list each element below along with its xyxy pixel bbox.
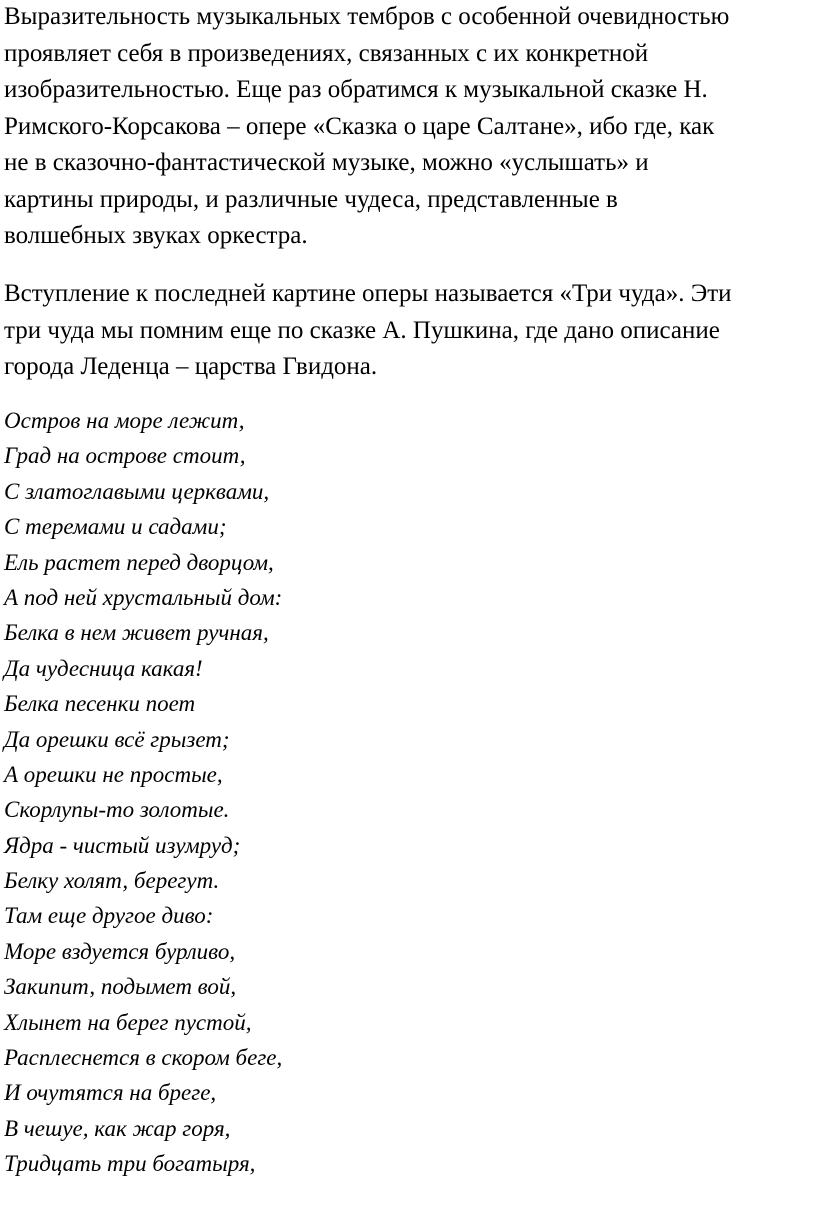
poem-line: В чешуе, как жар горя, — [4, 1115, 231, 1141]
poem-line: Закипит, подымет вой, — [4, 974, 237, 1000]
poem-line: А под ней хрустальный дом: — [4, 584, 283, 610]
intro-paragraph: Выразительность музыкальных тембров с особенной очевидностью проявляет себя в произведениях, связанных с их конкретной изобразительностью. Еще раз обратимся к музыкальной сказке Н. Римского-Корсакова – опере «Сказка о царе Салтане», ибо где, как не в сказочно-фантастической музыке, можно «услышать» и картины природы, и различные чудеса, представленные в волшебных звуках оркестра. — [4, 3, 730, 249]
poem-line: Град на острове стоит, — [4, 443, 246, 469]
poem-line: Хлынет на берег пустой, — [4, 1009, 252, 1035]
poem-line: А орешки не простые, — [4, 761, 223, 787]
poem-quote — [4, 403, 282, 1182]
poem-line: Море вздуется бурливо, — [4, 938, 236, 964]
poem-line: Да чудесница какая! — [4, 655, 203, 681]
poem-line: Скорлупы-то золотые. — [4, 797, 230, 823]
overture-paragraph: Вступление к последней картине оперы называется «Три чуда». Эти три чуда мы помним еще по сказке А. Пушкина, где дано описание города Леденца – царства Гвидона. — [4, 280, 732, 380]
poem-line: Тридцать три богатыря, — [4, 1151, 256, 1177]
poem-line: Да орешки всё грызет; — [4, 726, 230, 752]
poem-line: Белку холят, берегут. — [4, 868, 220, 894]
poem-line: Там еще другое диво: — [4, 903, 214, 929]
poem-line: И очутятся на бреге, — [4, 1080, 217, 1106]
poem-line: Белка в нем живет ручная, — [4, 620, 269, 646]
poem-line: Белка песенки поет — [4, 691, 196, 717]
poem-line: Остров на море лежит, — [4, 408, 245, 433]
poem-line: С златоглавыми церквами, — [4, 478, 270, 504]
poem-line: С теремами и садами; — [4, 514, 227, 540]
poem-line: Ель растет перед дворцом, — [4, 549, 274, 575]
poem-line: Расплеснется в скором беге, — [4, 1045, 283, 1071]
poem-line: Ядра - чистый изумруд; — [4, 832, 241, 858]
